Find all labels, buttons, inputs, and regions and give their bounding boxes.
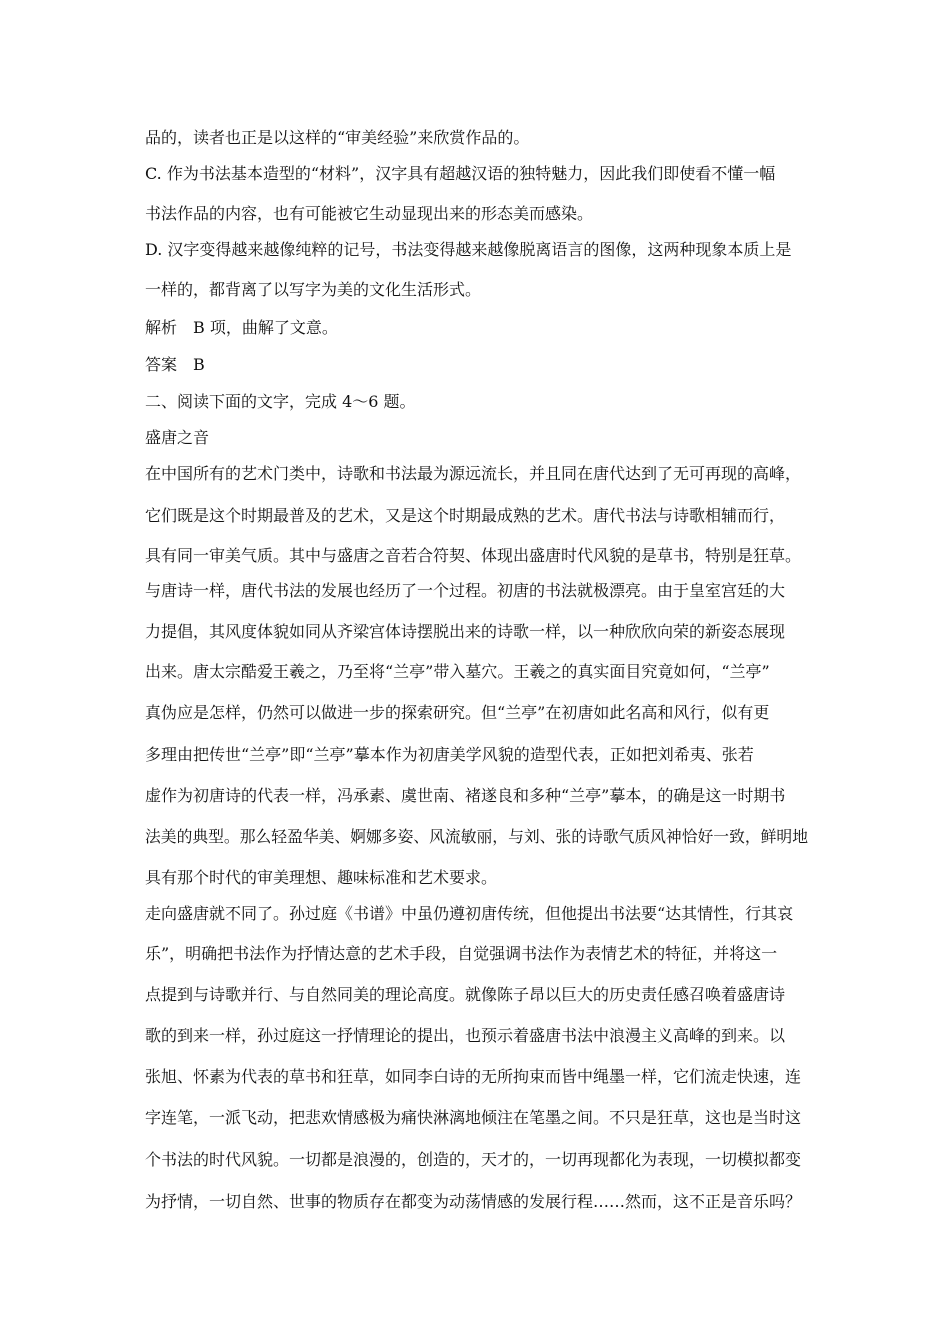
paragraph-line: 与唐诗一样，唐代书法的发展也经历了一个过程。初唐的书法就极漂亮。由于皇室宫廷的大: [145, 581, 786, 600]
text-line: 书法作品的内容，也有可能被它生动显现出来的形态美而感染。: [145, 204, 594, 223]
paragraph-line: 为抒情，一切自然、世事的物质存在都变为动荡情感的发展行程……然而，这不正是音乐吗？: [145, 1192, 802, 1211]
article-title: 盛唐之音: [145, 428, 210, 447]
paragraph-line: 点提到与诗歌并行、与自然同美的理论高度。就像陈子昂以巨大的历史责任感召唤着盛唐诗: [145, 985, 786, 1004]
paragraph-line: 虚作为初唐诗的代表一样，冯承素、虞世南、褚遂良和多种“兰亭”摹本，的确是这一时期书: [145, 786, 786, 805]
section-heading: 二、阅读下面的文字，完成 4～6 题。: [145, 392, 416, 411]
paragraph-line: 法美的典型。那么轻盈华美、婀娜多姿、风流敏丽，与刘、张的诗歌气质风神恰好一致，鲜明地: [145, 827, 809, 846]
paragraph-line: 具有那个时代的审美理想、趣味标准和艺术要求。: [145, 868, 498, 887]
paragraph-line: 它们既是这个时期最普及的艺术，又是这个时期最成熟的艺术。唐代书法与诗歌相辅而行，: [145, 506, 786, 525]
paragraph-line: 在中国所有的艺术门类中，诗歌和书法最为源远流长，并且同在唐代达到了无可再现的高峰，: [145, 464, 802, 483]
text-line: 品的，读者也正是以这样的“审美经验”来欣赏作品的。: [145, 128, 530, 147]
paragraph-line: 字连笔，一派飞动，把悲欢情感极为痛快淋漓地倾注在笔墨之间。不只是狂草，这也是当时这: [145, 1108, 802, 1127]
paragraph-line: 出来。唐太宗酷爱王羲之，乃至将“兰亭”带入墓穴。王羲之的真实面目究竟如何，“兰亭”: [145, 662, 770, 681]
paragraph-line: 个书法的时代风貌。一切都是浪漫的，创造的，天才的，一切再现都化为表现，一切模拟都变: [145, 1150, 802, 1169]
paragraph-line: 多理由把传世“兰亭”即“兰亭”摹本作为初唐美学风貌的造型代表，正如把刘希夷、张若: [145, 745, 754, 764]
option-c-line: C. 作为书法基本造型的“材料”，汉字具有超越汉语的独特魅力，因此我们即使看不懂一幅: [145, 164, 776, 183]
analysis-line: 解析 B 项，曲解了文意。: [145, 318, 338, 337]
paragraph-line: 力提倡，其风度体貌如同从齐梁宫体诗摆脱出来的诗歌一样，以一种欣欣向荣的新姿态展现: [145, 622, 786, 641]
text-line: 一样的，都背离了以写字为美的文化生活形式。: [145, 280, 482, 299]
paragraph-line: 歌的到来一样，孙过庭这一抒情理论的提出，也预示着盛唐书法中浪漫主义高峰的到来。以: [145, 1026, 786, 1045]
option-d-line: D. 汉字变得越来越像纯粹的记号，书法变得越来越像脱离语言的图像，这两种现象本质上是: [145, 240, 792, 259]
paragraph-line: 张旭、怀素为代表的草书和狂草，如同李白诗的无所拘束而皆中绳墨一样，它们流走快速，连: [145, 1067, 802, 1086]
paragraph-line: 走向盛唐就不同了。孙过庭《书谱》中虽仍遵初唐传统，但他提出书法要“达其情性，行其哀: [145, 904, 794, 923]
paragraph-line: 具有同一审美气质。其中与盛唐之音若合符契、体现出盛唐时代风貌的是草书，特别是狂草。: [145, 546, 802, 565]
answer-line: 答案 B: [145, 355, 205, 374]
paragraph-line: 真伪应是怎样，仍然可以做进一步的探索研究。但“兰亭”在初唐如此名高和风行，似有更: [145, 703, 770, 722]
paragraph-line: 乐”，明确把书法作为抒情达意的艺术手段，自觉强调书法作为表情艺术的特征，并将这一: [145, 944, 778, 963]
